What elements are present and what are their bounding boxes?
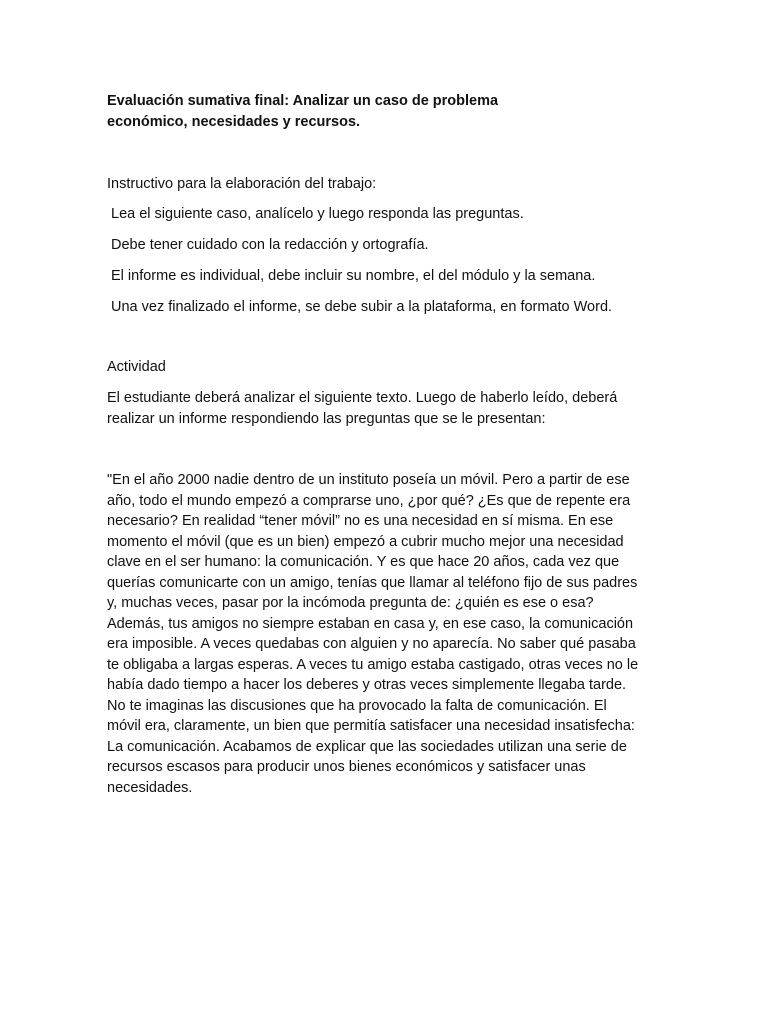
case-text-line: año, todo el mundo empezó a comprarse uno, ¿por qué? ¿Es que de repente era <box>107 492 631 509</box>
case-text-line: "En el año 2000 nadie dentro de un instituto poseía un móvil. Pero a partir de ese <box>107 472 630 488</box>
case-text-line: necesidades. <box>107 779 193 796</box>
case-text-line: necesario? En realidad “tener móvil” no es una necesidad en sí misma. En ese <box>107 513 614 529</box>
case-text-line: te obligaba a largas esperas. A veces tu amigo estaba castigado, otras veces no le <box>107 656 639 673</box>
case-text-line: La comunicación. Acabamos de explicar que las sociedades utilizan una serie de <box>107 738 627 755</box>
instruction-item: Lea el siguiente caso, analícelo y luego responda las preguntas. <box>111 206 524 222</box>
case-text-line: clave en el ser humano: la comunicación. Y es que hace 20 años, cada vez que <box>107 554 620 570</box>
case-text-line: querías comunicarte con un amigo, tenías que llamar al teléfono fijo de sus padres <box>107 574 638 591</box>
case-text <box>107 470 667 798</box>
instructions-heading: Instructivo para la elaboración del trabajo: <box>107 176 377 192</box>
document-title <box>107 91 577 133</box>
case-text-line: No te imaginas las discusiones que ha provocado la falta de comunicación. El <box>107 697 607 714</box>
case-text-line: móvil era, claramente, un bien que permitía satisfacer una necesidad insatisfecha: <box>107 718 635 734</box>
case-text-line: recursos escasos para producir unos bienes económicos y satisfacer unas <box>107 759 586 775</box>
case-text-line: Además, tus amigos no siempre estaban en casa y, en ese caso, la comunicación <box>107 615 634 632</box>
instruction-item: El informe es individual, debe incluir su nombre, el del módulo y la semana. <box>111 268 596 284</box>
instruction-item: Debe tener cuidado con la redacción y ortografía. <box>111 237 429 253</box>
title-line: económico, necesidades y recursos. <box>107 114 361 130</box>
case-text-line: era imposible. A veces quedabas con alguien y no aparecía. No saber qué pasaba <box>107 636 636 652</box>
title-line: Evaluación sumativa final: Analizar un caso de problema <box>107 93 499 109</box>
activity-intro <box>107 388 667 429</box>
instruction-item: Una vez finalizado el informe, se debe subir a la plataforma, en formato Word. <box>111 299 613 315</box>
case-text-line: y, muchas veces, pasar por la incómoda pregunta de: ¿quién es ese o esa? <box>107 595 594 611</box>
case-text-line: había dado tiempo a hacer los deberes y otras veces simplemente llegaba tarde. <box>107 677 627 693</box>
activity-intro-line: realizar un informe respondiendo las preguntas que se le presentan: <box>107 410 546 427</box>
case-text-line: momento el móvil (que es un bien) empezó a cubrir mucho mejor una necesidad <box>107 533 624 550</box>
activity-heading: Actividad <box>107 359 166 375</box>
activity-intro-line: El estudiante deberá analizar el siguiente texto. Luego de haberlo leído, deberá <box>107 390 618 406</box>
